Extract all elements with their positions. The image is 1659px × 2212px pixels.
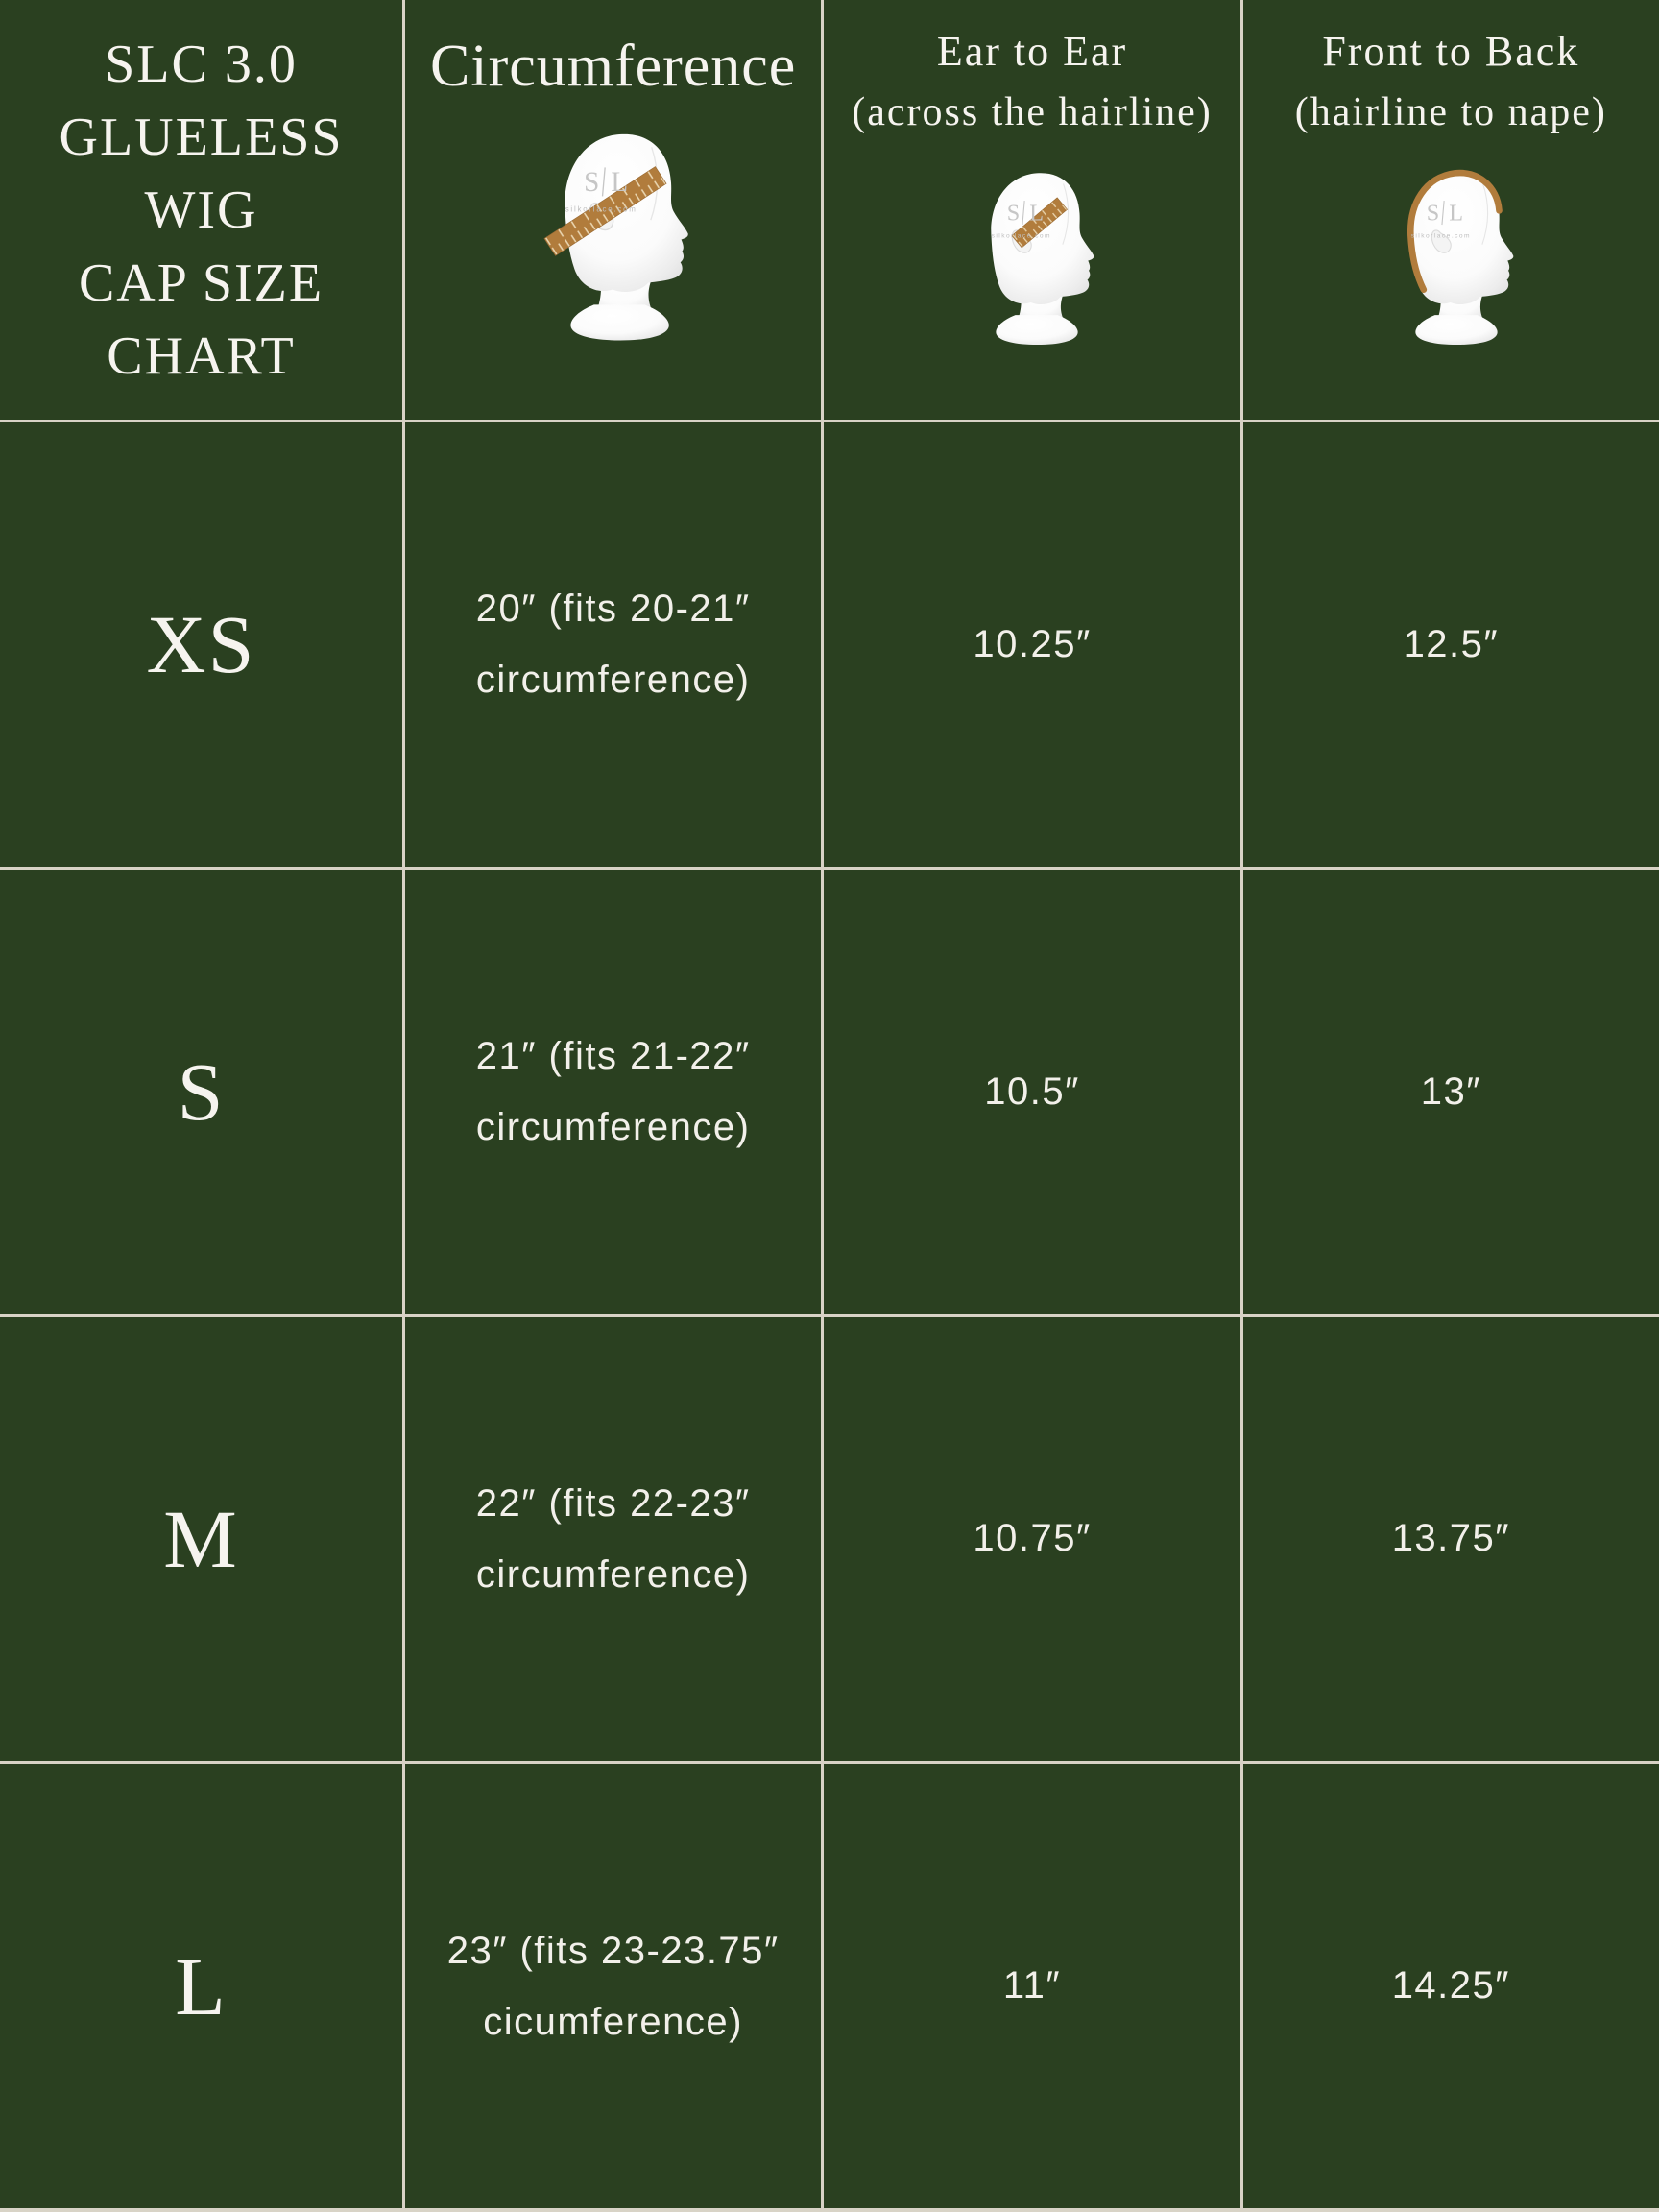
title-line-1: SLC 3.0 xyxy=(105,34,298,94)
watermark-initial-s: S xyxy=(583,167,599,199)
circumference-cell-m xyxy=(405,1317,821,1762)
circumference-value: 21″ (fits 21-22″ circumference) xyxy=(475,1035,751,1149)
circumference-cell-l xyxy=(405,1764,821,2208)
watermark-initial-l: L xyxy=(611,167,628,199)
head-circumference-icon xyxy=(513,113,714,344)
circumference-cell-xs xyxy=(405,422,821,867)
front-to-back-cell-l xyxy=(1243,1764,1659,2208)
ear-to-ear-cell-xs xyxy=(824,422,1239,867)
size-cell-l xyxy=(0,1764,402,2208)
ear-to-ear-value: 11″ xyxy=(1002,1964,1062,2008)
circumference-value: 22″ (fits 22-23″ circumference) xyxy=(475,1481,751,1596)
ear-to-ear-value: 10.75″ xyxy=(973,1517,1092,1560)
head-ear-to-ear-icon xyxy=(948,156,1116,348)
front-to-back-value: 14.25″ xyxy=(1391,1964,1510,2008)
watermark-initial-s: S xyxy=(1007,200,1021,227)
column-header-circumference xyxy=(405,0,821,420)
watermark-initial-s: S xyxy=(1426,200,1440,227)
ear-to-ear-value: 10.5″ xyxy=(984,1070,1080,1113)
front-to-back-sublabel: (hairline to nape) xyxy=(1294,90,1607,134)
circumference-value: 23″ (fits 23-23.75″ cicumference) xyxy=(446,1929,780,2043)
title-line-4: CHART xyxy=(107,325,296,386)
watermark-site: silkorlace.com xyxy=(992,232,1052,240)
watermark-initial-l: L xyxy=(1029,200,1045,227)
title-line-3: CAP SIZE xyxy=(78,252,325,313)
circumference-cell-s xyxy=(405,870,821,1314)
front-to-back-value: 13.75″ xyxy=(1391,1517,1510,1560)
front-to-back-cell-xs xyxy=(1243,422,1659,867)
front-to-back-label: Front to Back xyxy=(1322,28,1580,75)
chart-title xyxy=(0,0,402,420)
front-to-back-value: 13″ xyxy=(1420,1070,1481,1113)
ear-to-ear-sublabel: (across the hairline) xyxy=(852,90,1213,134)
circumference-value: 20″ (fits 20-21″ circumference) xyxy=(475,588,751,702)
watermark-site: silkorlace.com xyxy=(1410,232,1471,240)
front-to-back-cell-m xyxy=(1243,1317,1659,1762)
ear-to-ear-cell-s xyxy=(824,870,1239,1314)
size-label: M xyxy=(163,1492,239,1585)
ear-to-ear-cell-m xyxy=(824,1317,1239,1762)
size-cell-s xyxy=(0,870,402,1314)
title-line-2: GLUELESS WIG xyxy=(59,107,344,240)
size-label: XS xyxy=(146,598,256,691)
size-label: S xyxy=(177,1046,226,1139)
watermark-initial-l: L xyxy=(1449,200,1463,227)
front-to-back-cell-s xyxy=(1243,870,1659,1314)
ear-to-ear-value: 10.25″ xyxy=(973,622,1092,665)
size-label: L xyxy=(175,1939,228,2032)
size-cell-m xyxy=(0,1317,402,1762)
circumference-label: Circumference xyxy=(429,34,797,99)
front-to-back-value: 12.5″ xyxy=(1403,622,1500,665)
ear-to-ear-cell-l xyxy=(824,1764,1239,2208)
ear-to-ear-label: Ear to Ear xyxy=(936,28,1128,75)
watermark-site: silkorlace.com xyxy=(565,204,637,214)
column-header-ear-to-ear xyxy=(824,0,1239,420)
column-header-front-to-back xyxy=(1243,0,1659,420)
head-front-to-back-icon xyxy=(1367,156,1535,348)
size-cell-xs xyxy=(0,422,402,867)
